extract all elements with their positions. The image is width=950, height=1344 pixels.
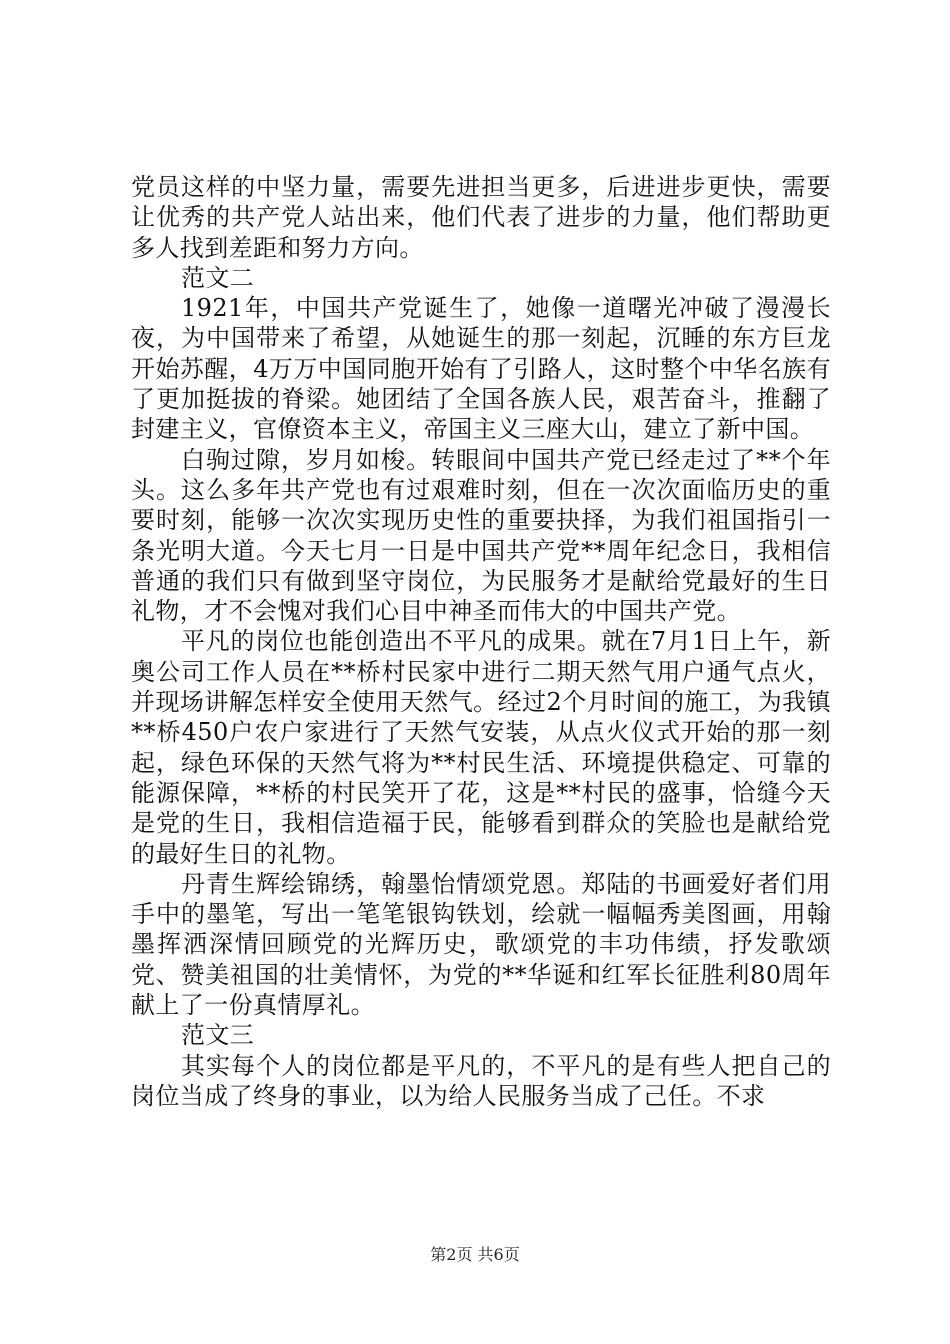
paragraph-ordinary-posts: 其实每个人的岗位都是平凡的，不平凡的是有些人把自己的岗位当成了终身的事业，以为给人民服务当成了己任。不求 [131, 1051, 831, 1110]
paragraph-gas-installation: 平凡的岗位也能创造出不平凡的成果。就在7月1日上午，新奥公司工作人员在**桥村民家中进行二期天然气用户通气点火，并现场讲解怎样安全使用天然气。经过2个月时间的施工，为我镇**桥450户农户家进行了天然气安装，从点火仪式开始的那一刻起，绿色环保的天然气将为**村民生活、环境提供稳定、可靠的能源保障，**桥的村民笑开了花，这是**村民的盛事，恰缝今天是党的生日，我相信造福于民，能够看到群众的笑脸也是献给党的最好生日的礼物。 [131, 627, 831, 868]
paragraph-continuation: 党员这样的中坚力量，需要先进担当更多，后进进步更快，需要让优秀的共产党人站出来，他们代表了进步的力量，他们帮助更多人找到差距和努力方向。 [131, 173, 831, 262]
paragraph-calligraphy: 丹青生辉绘锦绣，翰墨怡情颂党恩。郑陆的书画爱好者们用手中的墨笔，写出一笔笔银钩铁划，绘就一幅幅秀美图画，用翰墨挥洒深情回顾党的光辉历史，歌颂党的丰功伟绩，抒发歌颂党、赞美祖国的壮美情怀，为党的**华诞和红军长征胜利80周年献上了一份真情厚礼。 [131, 869, 831, 1020]
paragraph-party-founding: 1921年，中国共产党诞生了，她像一道曙光冲破了漫漫长夜，为中国带来了希望，从她诞生的那一刻起，沉睡的东方巨龙开始苏醒，4万万中国同胞开始有了引路人，这时整个中华名族有了更加挺拔的脊梁。她团结了全国各族人民，艰苦奋斗，推翻了封建主义，官僚资本主义，帝国主义三座大山，建立了新中国。 [131, 294, 831, 444]
section-heading-sample-2: 范文二 [181, 263, 255, 292]
section-heading-sample-3: 范文三 [181, 1021, 255, 1050]
document-body [131, 172, 831, 1111]
page-number-footer: 第2页 共6页 [430, 1245, 520, 1264]
paragraph-party-anniversary: 白驹过隙，岁月如梭。转眼间中国共产党已经走过了**个年头。这么多年共产党也有过艰难时刻，但在一次次面临历史的重要时刻，能够一次次实现历史性的重要抉择，为我们祖国指引一条光明大道。今天七月一日是中国共产党**周年纪念日，我相信普通的我们只有做到坚守岗位，为民服务才是献给党最好的生日礼物，才不会愧对我们心目中神圣而伟大的中国共产党。 [131, 445, 831, 626]
